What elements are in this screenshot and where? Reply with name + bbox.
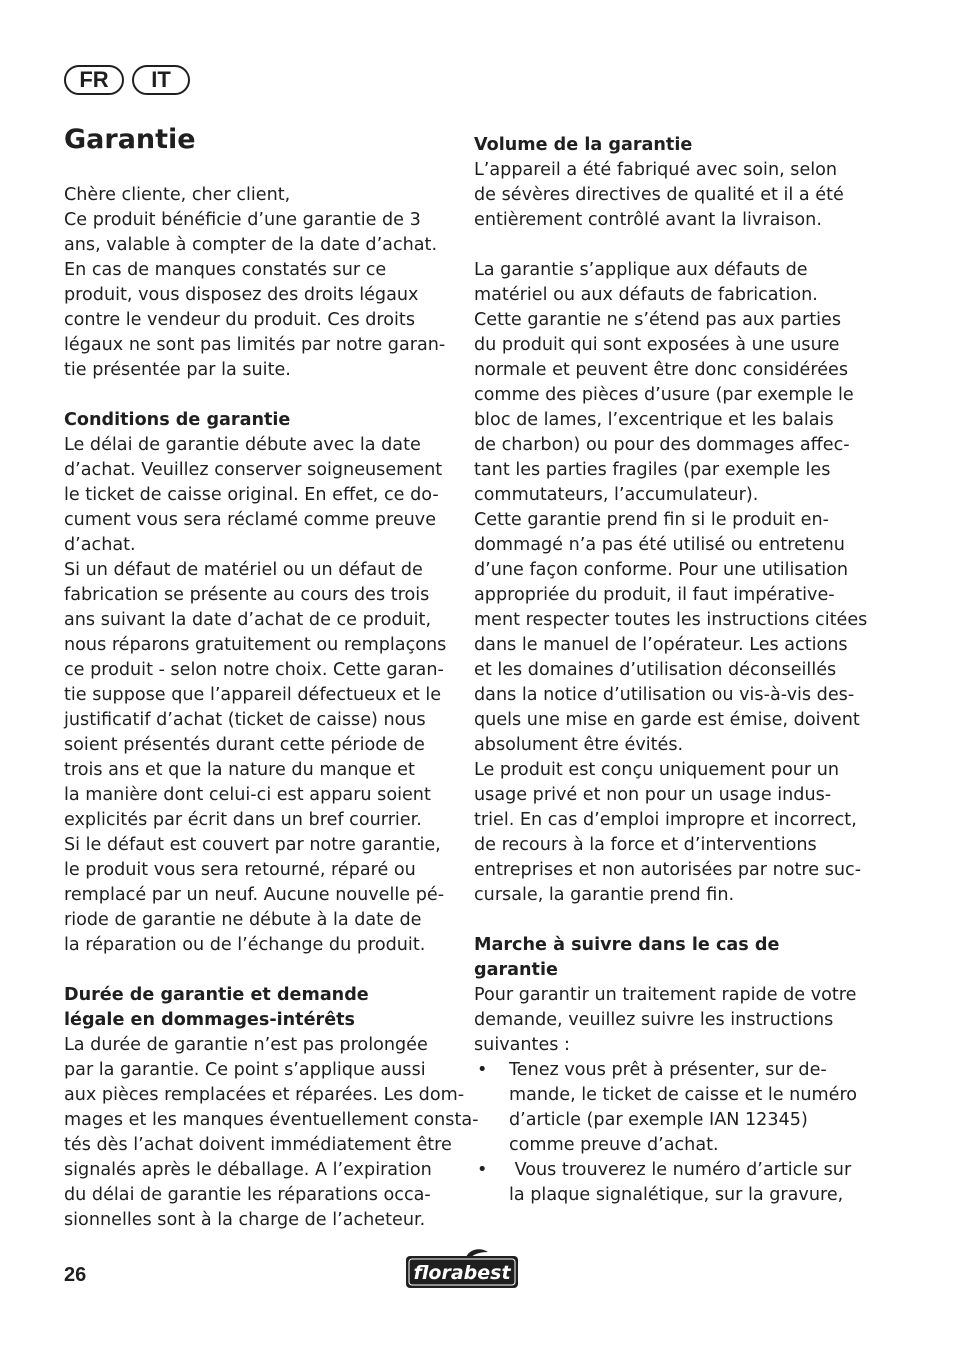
section-heading-conditions: Conditions de garantie xyxy=(64,410,291,430)
bullet-text: Tenez vous prêt à présenter, sur de- xyxy=(509,1060,827,1080)
text-line: tant les parties fragiles (par exemple les xyxy=(474,460,831,480)
text-line: de recours à la force et d’interventions xyxy=(474,835,817,855)
text-line: dommagé n’a pas été utilisé ou entretenu xyxy=(474,535,845,555)
text-line: riode de garantie ne débute à la date de xyxy=(64,910,422,930)
language-badge-fr: FR xyxy=(64,65,124,95)
text-line: contre le vendeur du produit. Ces droits xyxy=(64,310,415,330)
paragraph-gap xyxy=(64,383,454,408)
text-line: par la garantie. Ce point s’applique aussi xyxy=(64,1060,426,1080)
bullet-item xyxy=(474,1058,869,1158)
text-line: matériel ou aux défauts de fabrication. xyxy=(474,285,818,305)
text-line: Cette garantie ne s’étend pas aux parties xyxy=(474,310,842,330)
text-line: appropriée du produit, il faut impérative- xyxy=(474,585,835,605)
text-line: d’une façon conforme. Pour une utilisation xyxy=(474,560,849,580)
section-heading-duree-cont: légale en dommages-intérêts xyxy=(64,1010,356,1030)
florabest-logo xyxy=(404,1248,520,1290)
text-line: ans suivant la date d’achat de ce produit, xyxy=(64,610,432,630)
section-heading-marche: Marche à suivre dans le cas de xyxy=(474,935,780,955)
text-line: demande, veuillez suivre les instructions xyxy=(474,1010,834,1030)
text-line: signalés après le déballage. A l’expiration xyxy=(64,1160,432,1180)
text-line: légaux ne sont pas limités par notre garan- xyxy=(64,335,446,355)
text-line: Chère cliente, cher client, xyxy=(64,185,291,205)
text-line: quels une mise en garde est émise, doivent xyxy=(474,710,860,730)
language-badges xyxy=(64,65,190,95)
text-line: entreprises et non autorisées par notre suc- xyxy=(474,860,862,880)
page-title: Garantie xyxy=(64,124,196,155)
bullet-line xyxy=(474,1058,869,1083)
text-line: suivantes : xyxy=(474,1035,570,1055)
text-line: tés dès l’achat doivent immédiatement être xyxy=(64,1135,452,1155)
paragraph-gap xyxy=(64,958,454,983)
text-line: d’achat. Veuillez conserver soigneusement xyxy=(64,460,443,480)
bullet-line xyxy=(474,1158,869,1183)
text-line: Ce produit bénéficie d’une garantie de 3 xyxy=(64,210,421,230)
text-line: En cas de manques constatés sur ce xyxy=(64,260,387,280)
section-heading-duree: Durée de garantie et demande xyxy=(64,985,369,1005)
bullet-text: la plaque signalétique, sur la gravure, xyxy=(509,1185,844,1205)
text-line: commutateurs, l’accumulateur). xyxy=(474,485,759,505)
text-line: La garantie s’applique aux défauts de xyxy=(474,260,808,280)
text-line: du délai de garantie les réparations occa- xyxy=(64,1185,431,1205)
text-line: justificatif d’achat (ticket de caisse) nous xyxy=(64,710,426,730)
paragraph-gap xyxy=(474,233,869,258)
text-line: et les domaines d’utilisation déconseillés xyxy=(474,660,837,680)
text-line: cursale, la garantie prend fin. xyxy=(474,885,735,905)
paragraph-gap xyxy=(474,908,869,933)
bullet-icon: • xyxy=(477,1160,488,1180)
text-line: le ticket de caisse original. En effet, ce do- xyxy=(64,485,439,505)
text-line: tie suppose que l’appareil défectueux et le xyxy=(64,685,442,705)
text-line: le produit vous sera retourné, réparé ou xyxy=(64,860,416,880)
text-line: La durée de garantie n’est pas prolongée xyxy=(64,1035,428,1055)
text-line: la réparation ou de l’échange du produit. xyxy=(64,935,426,955)
left-column xyxy=(64,183,479,1233)
text-line: comme des pièces d’usure (par exemple le xyxy=(474,385,854,405)
text-line: Si le défaut est couvert par notre garantie, xyxy=(64,835,441,855)
text-line: entièrement contrôlé avant la livraison. xyxy=(474,210,822,230)
bullet-line xyxy=(474,1183,869,1208)
text-line: ment respecter toutes les instructions citées xyxy=(474,610,868,630)
text-line: explicités par écrit dans un bref courrier. xyxy=(64,810,422,830)
text-line: Le délai de garantie débute avec la date xyxy=(64,435,421,455)
text-line: Cette garantie prend fin si le produit en- xyxy=(474,510,829,530)
text-line: produit, vous disposez des droits légaux xyxy=(64,285,419,305)
text-line: Le produit est conçu uniquement pour un xyxy=(474,760,840,780)
text-line: Pour garantir un traitement rapide de votre xyxy=(474,985,857,1005)
text-line: la manière dont celui-ci est apparu soient xyxy=(64,785,431,805)
svg-text:florabest: florabest xyxy=(413,1262,511,1284)
text-line: cument vous sera réclamé comme preuve xyxy=(64,510,437,530)
text-line: de sévères directives de qualité et il a été xyxy=(474,185,844,205)
text-line: sionnelles sont à la charge de l’acheteur. xyxy=(64,1210,426,1230)
bullet-text: Vous trouverez le numéro d’article sur xyxy=(509,1160,852,1180)
bullet-text: mande, le ticket de caisse et le numéro xyxy=(509,1085,858,1105)
text-line: mages et les manques éventuellement consta- xyxy=(64,1110,479,1130)
bullet-item xyxy=(474,1158,869,1208)
bullet-icon: • xyxy=(477,1060,488,1080)
bullet-text: d’article (par exemple IAN 12345) xyxy=(509,1110,808,1130)
bullet-line xyxy=(474,1108,869,1133)
text-line: aux pièces remplacées et réparées. Les dom- xyxy=(64,1085,465,1105)
text-line: Si un défaut de matériel ou un défaut de xyxy=(64,560,423,580)
text-line: triel. En cas d’emploi impropre et incorrect, xyxy=(474,810,857,830)
text-line: soient présentés durant cette période de xyxy=(64,735,425,755)
text-line: d’achat. xyxy=(64,535,136,555)
bullet-line xyxy=(474,1133,869,1158)
section-heading-volume: Volume de la garantie xyxy=(474,135,693,155)
section-heading-marche-cont: garantie xyxy=(474,960,558,980)
language-badge-it: IT xyxy=(132,65,190,95)
text-line: fabrication se présente au cours des trois xyxy=(64,585,430,605)
text-line: bloc de lames, l’excentrique et les balais xyxy=(474,410,834,430)
text-line: dans la notice d’utilisation ou vis-à-vis des- xyxy=(474,685,855,705)
text-line: usage privé et non pour un usage indus- xyxy=(474,785,832,805)
bullet-text: comme preuve d’achat. xyxy=(509,1135,719,1155)
text-line: dans le manuel de l’opérateur. Les actions xyxy=(474,635,848,655)
text-line: normale et peuvent être donc considérées xyxy=(474,360,849,380)
text-line: absolument être évités. xyxy=(474,735,684,755)
text-line: trois ans et que la nature du manque et xyxy=(64,760,415,780)
text-line: nous réparons gratuitement ou remplaçons xyxy=(64,635,447,655)
right-column xyxy=(474,133,869,1208)
text-line: remplacé par un neuf. Aucune nouvelle pé- xyxy=(64,885,445,905)
text-line: ans, valable à compter de la date d’achat. xyxy=(64,235,438,255)
text-line: de charbon) ou pour des dommages affec- xyxy=(474,435,850,455)
text-line: L’appareil a été fabriqué avec soin, selon xyxy=(474,160,838,180)
page-number: 26 xyxy=(64,1264,87,1286)
text-line: du produit qui sont exposées à une usure xyxy=(474,335,840,355)
text-line: ce produit - selon notre choix. Cette garan- xyxy=(64,660,444,680)
text-line: tie présentée par la suite. xyxy=(64,360,291,380)
bullet-line xyxy=(474,1083,869,1108)
